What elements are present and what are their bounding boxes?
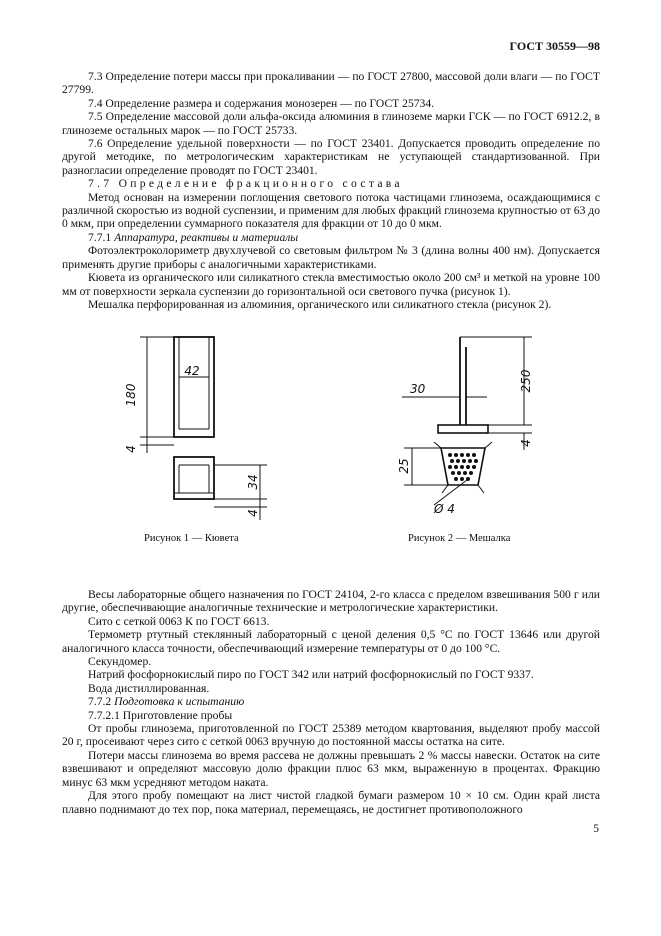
paragraph-7-5: 7.5 Определение массовой доли альфа-оксида алюминия в глиноземе марки ГСК — по ГОСТ 6912.2, в глиноземе остальных марок — по ГОСТ 25733.: [62, 110, 600, 137]
figure-2-caption: Рисунок 2 — Мешалка: [408, 533, 511, 544]
section-number: 7.7.2: [88, 695, 112, 709]
stirrer-dimensions: [397, 369, 533, 516]
paragraph-photocolorimeter: Фотоэлектроколориметр двухлучевой со световым фильтром № 3 (длина волны 400 нм). Допускается применять другие приборы с аналогичными характеристиками.: [62, 244, 600, 271]
cuvette-dimensions: [124, 364, 260, 517]
dim-bottom-base: 4: [246, 509, 260, 517]
section-7-7-heading: 7.7 Определение фракционного состава: [88, 177, 403, 191]
page-number: 5: [593, 823, 599, 835]
cuvette-drawing: [140, 337, 267, 520]
paragraph-mass-loss: Потери массы глинозема во время рассева не должны превышать 2 % массы навески. Остаток на сите взвешивают и определяют массовую долю фракции плюс 63 мкм, выраженную в процентах. Фракцию минус 63 мкм усредняют методом наката.: [62, 748, 600, 789]
paragraph-cuvette: Кювета из органического или силикатного стекла вместимостью около 200 см³ и меткой на уровне 100 мм от поверхности зеркала суспензии до горизонтальной оси светового пучка (рисунок 1).: [62, 271, 600, 298]
section-number: 7.7.1: [88, 230, 112, 244]
paragraph-7-4: 7.4 Определение размера и содержания монозерен — по ГОСТ 25734.: [88, 96, 435, 110]
dim-stirrer-base: 4: [519, 439, 533, 447]
paragraph-sample-prep: От пробы глинозема, приготовленной по ГОСТ 25389 методом квартования, выделяют пробу массой 20 г, просеивают через сито с сеткой 0063 вручную до постоянной массы остатка на сите.: [62, 722, 600, 749]
paragraph-scales: Весы лабораторные общего назначения по ГОСТ 24104, 2-го класса с пределом взвешивания 500 г или другие, обеспечивающие аналогичные технические и метрологические характеристики.: [62, 588, 600, 615]
paragraph-sodium-phosphate: Натрий фосфорнокислый пиро по ГОСТ 342 или натрий фосфорнокислый по ГОСТ 9337.: [88, 668, 534, 682]
text-block-bottom: [62, 588, 600, 816]
paragraph-stopwatch: Секундомер.: [88, 655, 152, 669]
dim-bottom-height: 34: [246, 474, 260, 490]
paragraph-7-3: 7.3 Определение потери массы при прокаливании — по ГОСТ 27800, массовой доли влаги — по ГОСТ 27799.: [62, 70, 600, 97]
paragraph-thermometer: Термометр ртутный стеклянный лабораторный с ценой деления 0,5 °С по ГОСТ 13646 или другой аналогичного класса точности, обеспечивающий измерение температуры от 0 до 100 °С.: [62, 628, 600, 655]
document-code: ГОСТ 30559—98: [509, 39, 600, 53]
dim-stem: 30: [410, 382, 426, 396]
section-7-7-2-1-heading: 7.7.2.1 Приготовление пробы: [88, 708, 233, 722]
dim-base: 4: [124, 445, 138, 453]
figures-area: [62, 325, 600, 555]
section-title: Аппаратура, реактивы и материалы: [114, 230, 299, 244]
paragraph-water: Вода дистиллированная.: [88, 681, 210, 695]
section-title: Подготовка к испытанию: [114, 695, 245, 709]
dim-hole: Ø 4: [434, 502, 455, 516]
section-7-7-1-heading: [62, 231, 600, 244]
paragraph-stirrer: Мешалка перфорированная из алюминия, органического или силикатного стекла (рисунок 2).: [88, 297, 552, 311]
section-7-7-2-heading: [62, 695, 600, 708]
stirrer-perforation: [448, 453, 478, 481]
dim-width: 42: [184, 364, 200, 378]
dim-plate: 25: [397, 458, 411, 474]
text-block-top: [62, 70, 600, 311]
dim-height: 180: [124, 383, 138, 407]
technical-drawings: [62, 325, 600, 555]
paragraph-sieve: Сито с сеткой 0063 К по ГОСТ 6613.: [88, 614, 270, 628]
dim-stirrer-height: 250: [519, 369, 533, 393]
paragraph-rolling: Для этого пробу помещают на лист чистой гладкой бумаги размером 10 × 10 см. Один край листа плавно поднимают до тех пор, пока материал, перемещаясь, не достигнет противоположного: [62, 789, 600, 816]
figure-1-caption: Рисунок 1 — Кювета: [144, 533, 239, 544]
paragraph-method: Метод основан на измерении поглощения светового потока частицами глинозема, осаждающимися с различной скоростью из водной суспензии, и применим для любых фракций глинозема крупностью от 63 до 0 мкм, при определении суммарного показателя для фракции от 10 до 0 мкм.: [62, 190, 600, 231]
paragraph-7-6: 7.6 Определение удельной поверхности — по ГОСТ 23401. Допускается проводить определение по другой методике, по метрологическим характеристикам не уступающей стандартизованной. При разногласии определение проводят по ГОСТ 23401.: [62, 137, 600, 177]
